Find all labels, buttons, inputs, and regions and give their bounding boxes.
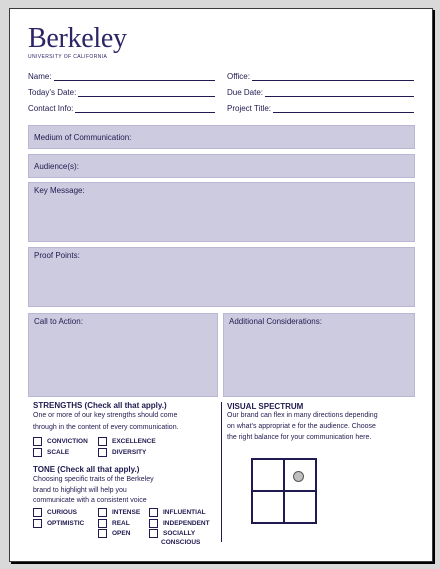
- checkbox-open[interactable]: [98, 529, 130, 538]
- project-title-label: Project Title:: [227, 104, 272, 113]
- project-title-input-line[interactable]: [273, 104, 414, 113]
- checkbox-diversity[interactable]: [98, 448, 146, 457]
- additional-considerations-box[interactable]: [223, 313, 415, 397]
- todays-date-field[interactable]: [28, 88, 215, 97]
- checkbox-label: EXCELLENCE: [112, 438, 156, 445]
- checkbox-label: OPEN: [112, 530, 131, 537]
- visual-desc-line-2: on what’s appropriat e for the audience. Choose: [227, 423, 376, 430]
- checkbox-intense[interactable]: [98, 508, 140, 517]
- due-date-input-line[interactable]: [265, 88, 414, 97]
- checkbox-square[interactable]: [98, 519, 107, 528]
- due-date-field[interactable]: [227, 88, 414, 97]
- name-label: Name:: [28, 72, 52, 81]
- checkbox-square[interactable]: [98, 508, 107, 517]
- checkbox-label: SCALE: [47, 449, 70, 456]
- call-to-action-label: Call to Action:: [34, 317, 83, 326]
- checkbox-label: SOCIALLY: [163, 530, 196, 537]
- name-input-line[interactable]: [54, 72, 215, 81]
- call-to-action-box[interactable]: [28, 313, 218, 397]
- checkbox-label: DIVERSITY: [112, 449, 147, 456]
- checkbox-label: CONVICTION: [47, 438, 88, 445]
- office-label: Office:: [227, 72, 250, 81]
- checkbox-label: CONSCIOUS: [161, 539, 201, 546]
- checkbox-label: REAL: [112, 520, 130, 527]
- checkbox-label: OPTIMISTIC: [47, 520, 85, 527]
- medium-label: Medium of Communication:: [34, 133, 132, 142]
- tone-desc-line-2: brand to highlight will help you: [33, 487, 127, 494]
- checkbox-conviction[interactable]: [33, 437, 88, 446]
- strengths-desc-line-1: One or more of our key strengths should come: [33, 412, 178, 419]
- checkbox-label: INTENSE: [112, 509, 141, 516]
- checkbox-optimistic[interactable]: [33, 519, 84, 528]
- tone-desc-line-1: Choosing specific traits of the Berkeley: [33, 476, 154, 483]
- proof-points-label: Proof Points:: [34, 251, 80, 260]
- checkbox-square[interactable]: [33, 437, 42, 446]
- checkbox-square[interactable]: [149, 519, 158, 528]
- key-message-label: Key Message:: [34, 186, 85, 195]
- office-field[interactable]: [227, 72, 414, 81]
- checkbox-square[interactable]: [33, 519, 42, 528]
- spectrum-marker[interactable]: [293, 471, 304, 482]
- checkbox-square[interactable]: [149, 529, 158, 538]
- checkbox-square[interactable]: [98, 437, 107, 446]
- name-field[interactable]: [28, 72, 215, 81]
- section-divider: [221, 402, 222, 542]
- checkbox-influential[interactable]: [149, 508, 206, 517]
- checkbox-label-continued: [161, 539, 200, 546]
- project-title-field[interactable]: [227, 104, 414, 113]
- checkbox-real[interactable]: [98, 519, 130, 528]
- key-message-box[interactable]: [28, 182, 415, 242]
- checkbox-curious[interactable]: [33, 508, 77, 517]
- contact-info-label: Contact Info:: [28, 104, 74, 113]
- brief-form-page: [9, 8, 433, 562]
- tone-title: TONE (Check all that apply.): [33, 465, 140, 474]
- additional-considerations-label: Additional Considerations:: [229, 317, 322, 326]
- visual-spectrum-grid[interactable]: [251, 458, 317, 524]
- visual-desc-line-3: the right balance for your communication here.: [227, 434, 372, 441]
- checkbox-square[interactable]: [149, 508, 158, 517]
- checkbox-square[interactable]: [33, 508, 42, 517]
- todays-date-input-line[interactable]: [78, 88, 215, 97]
- tone-desc-line-3: communicate with a consistent voice: [33, 497, 147, 504]
- berkeley-logo: [28, 25, 127, 60]
- strengths-desc-line-2: through in the content of every communication.: [33, 424, 179, 431]
- visual-spectrum-title: VISUAL SPECTRUM: [227, 402, 304, 411]
- checkbox-label: CURIOUS: [47, 509, 77, 516]
- due-date-label: Due Date:: [227, 88, 264, 97]
- checkbox-square[interactable]: [33, 448, 42, 457]
- checkbox-excellence[interactable]: [98, 437, 156, 446]
- visual-desc-line-1: Our brand can flex in many directions depending: [227, 412, 378, 419]
- checkbox-square[interactable]: [98, 448, 107, 457]
- audiences-box[interactable]: [28, 154, 415, 178]
- logo-wordmark: Berkeley: [28, 23, 127, 54]
- checkbox-square[interactable]: [98, 529, 107, 538]
- contact-info-input-line[interactable]: [75, 104, 215, 113]
- strengths-title: STRENGTHS (Check all that apply.): [33, 401, 167, 410]
- contact-info-field[interactable]: [28, 104, 215, 113]
- checkbox-label: INDEPENDENT: [163, 520, 210, 527]
- medium-of-communication-box[interactable]: [28, 125, 415, 149]
- checkbox-independent[interactable]: [149, 519, 210, 528]
- audiences-label: Audience(s):: [34, 162, 79, 171]
- todays-date-label: Today’s Date:: [28, 88, 77, 97]
- grid-horizontal-divider: [253, 490, 315, 492]
- proof-points-box[interactable]: [28, 247, 415, 307]
- office-input-line[interactable]: [252, 72, 414, 81]
- checkbox-scale[interactable]: [33, 448, 69, 457]
- checkbox-label: INFLUENTIAL: [163, 509, 206, 516]
- checkbox-socially-conscious[interactable]: [149, 529, 195, 538]
- logo-subtitle: UNIVERSITY OF CALIFORNIA: [28, 54, 108, 60]
